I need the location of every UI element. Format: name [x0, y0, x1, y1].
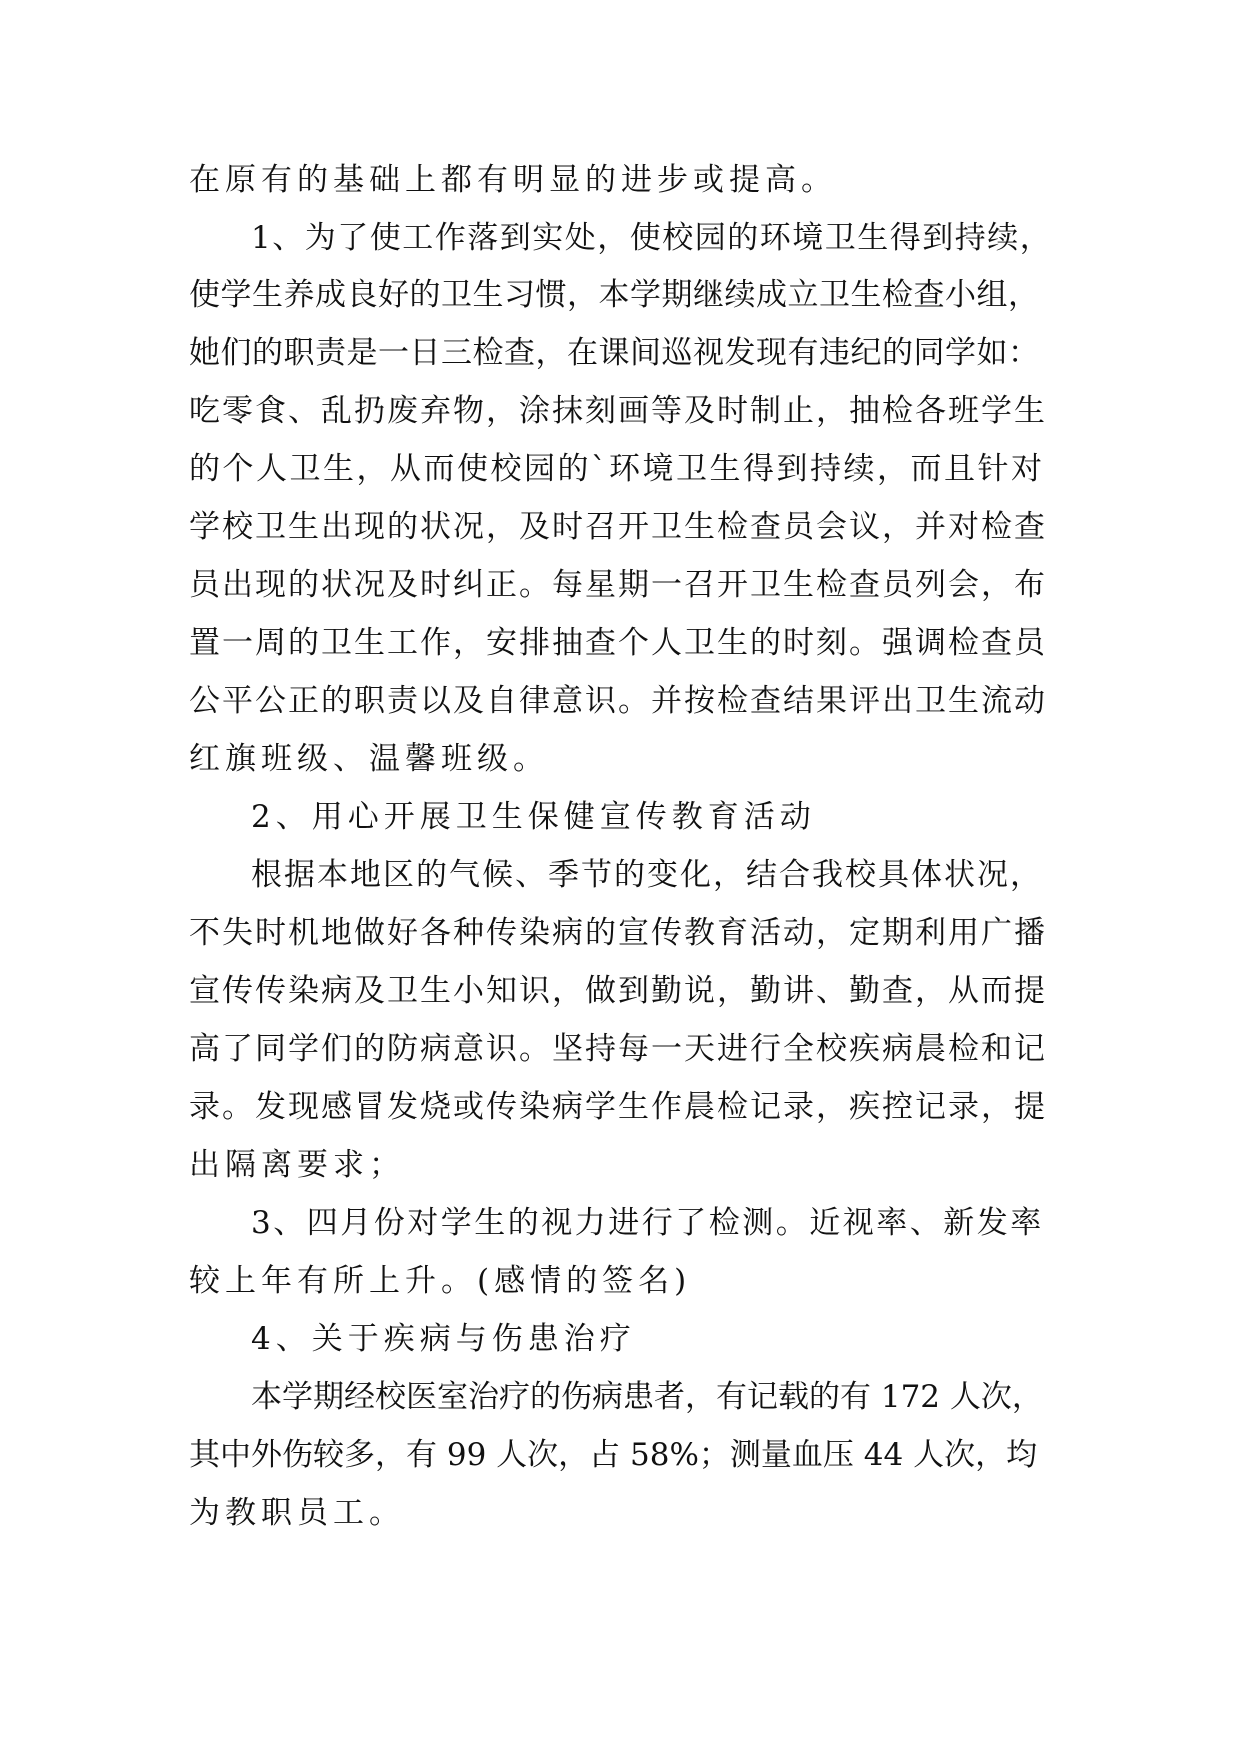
- paragraph-line: 在原有的基础上都有明显的进步或提高。: [189, 162, 837, 198]
- paragraph-line: 员出现的状况及时纠正。每星期一召开卫生检查员列会，布: [189, 567, 1047, 603]
- section-heading: 2、用心开展卫生保健宣传教育活动: [251, 799, 816, 835]
- paragraph-line: 根据本地区的气候、季节的变化，结合我校具体状况，: [251, 857, 1043, 893]
- paragraph-line: 学校卫生出现的状况，及时召开卫生检查员会议，并对检查: [189, 509, 1047, 545]
- paragraph-line: 其中外伤较多，有 99 人次，占 58%；测量血压 44 人次，均: [189, 1437, 1038, 1473]
- paragraph-line: 不失时机地做好各种传染病的宣传教育活动，定期利用广播: [189, 915, 1047, 951]
- paragraph-line: 置一周的卫生工作，安排抽查个人卫生的时刻。强调检查员: [189, 625, 1047, 661]
- paragraph-line: 她们的职责是一日三检查，在课间巡视发现有违纪的同学如：: [189, 335, 1040, 371]
- paragraph-line: 录。发现感冒发烧或传染病学生作晨检记录，疾控记录，提: [189, 1089, 1047, 1125]
- paragraph-line: 出隔离要求；: [189, 1147, 405, 1183]
- paragraph-line: 公平公正的职责以及自律意识。并按检查结果评出卫生流动: [189, 683, 1047, 719]
- paragraph-line: 3、四月份对学生的视力进行了检测。近视率、新发率: [251, 1205, 1044, 1241]
- paragraph-line: 高了同学们的防病意识。坚持每一天进行全校疾病晨检和记: [189, 1031, 1047, 1067]
- paragraph-line: 使学生养成良好的卫生习惯，本学期继续成立卫生检查小组，: [189, 277, 1040, 313]
- paragraph-line: 吃零食、乱扔废弃物，涂抹刻画等及时制止，抽检各班学生: [189, 393, 1047, 429]
- paragraph-line: 1、为了使工作落到实处，使校园的环境卫生得到持续，: [251, 220, 1053, 256]
- paragraph-line: 较上年有所上升。(感情的签名): [189, 1263, 692, 1299]
- paragraph-line: 为教职员工。: [189, 1495, 405, 1531]
- section-heading: 4、关于疾病与伤患治疗: [251, 1321, 636, 1357]
- paragraph-line: 的个人卫生，从而使校园的`环境卫生得到持续，而且针对: [189, 451, 1045, 487]
- paragraph-line: 红旗班级、温馨班级。: [189, 741, 549, 777]
- paragraph-line: 宣传传染病及卫生小知识，做到勤说，勤讲、勤查，从而提: [189, 973, 1047, 1009]
- paragraph-line: 本学期经校医室治疗的伤病患者，有记载的有 172 人次，: [251, 1379, 1043, 1415]
